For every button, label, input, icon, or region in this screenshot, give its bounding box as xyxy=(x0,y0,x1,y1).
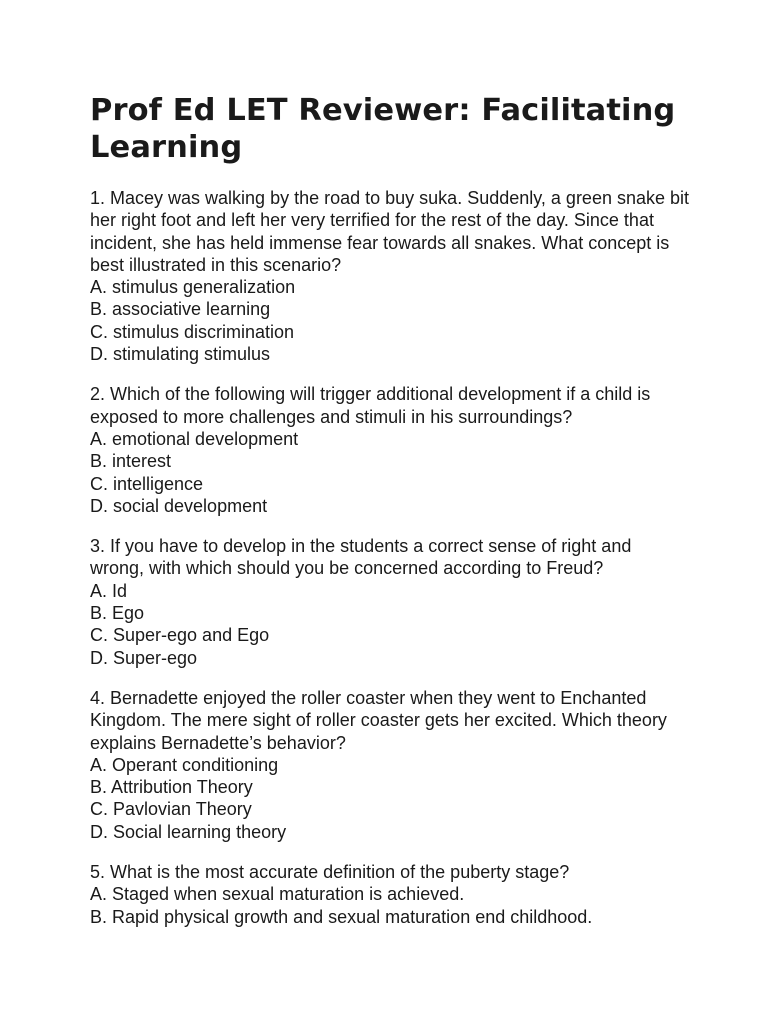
answer-option: B. Rapid physical growth and sexual maturation end childhood. xyxy=(90,906,593,927)
question-3 xyxy=(90,535,690,669)
answer-option: A. Id xyxy=(90,580,128,601)
document-page xyxy=(90,92,690,946)
answer-option: B. Attribution Theory xyxy=(90,777,253,798)
answer-option: D. stimulating stimulus xyxy=(90,344,271,365)
answer-option: B. interest xyxy=(90,451,172,472)
question-4 xyxy=(90,687,690,843)
answer-option: A. Staged when sexual maturation is achieved. xyxy=(90,884,465,905)
question-2 xyxy=(90,383,690,517)
answer-option: D. social development xyxy=(90,495,268,516)
answer-option: C. Super-ego and Ego xyxy=(90,625,270,646)
answer-option: A. emotional development xyxy=(90,428,299,449)
question-5 xyxy=(90,861,690,928)
answer-option: A. stimulus generalization xyxy=(90,277,296,298)
answer-option: C. intelligence xyxy=(90,473,204,494)
question-1 xyxy=(90,187,690,365)
question-text: 5. What is the most accurate definition of the puberty stage? xyxy=(90,862,570,883)
answer-option: C. stimulus discrimination xyxy=(90,321,295,342)
answer-option: D. Social learning theory xyxy=(90,821,287,842)
answer-option: A. Operant conditioning xyxy=(90,754,279,775)
answer-option: B. Ego xyxy=(90,603,145,624)
question-text: 3. If you have to develop in the students a correct sense of right and wrong, with which should you be concerned according to Freud? xyxy=(90,536,632,579)
question-text: 1. Macey was walking by the road to buy suka. Suddenly, a green snake bit her right foot and left her very terrified for the rest of the day. Since that incident, she has held immense fear towards all snakes. What concept is best illustrated in this scenario? xyxy=(90,188,690,275)
answer-option: B. associative learning xyxy=(90,299,271,320)
document-title: Prof Ed LET Reviewer: Facilitating Learning xyxy=(90,93,676,165)
answer-option: D. Super-ego xyxy=(90,647,198,668)
question-text: 4. Bernadette enjoyed the roller coaster when they went to Enchanted Kingdom. The mere sight of roller coaster gets her excited. Which theory explains Bernadette’s behavior? xyxy=(90,687,667,753)
answer-option: C. Pavlovian Theory xyxy=(90,799,252,820)
question-text: 2. Which of the following will trigger additional development if a child is exposed to more challenges and stimuli in his surroundings? xyxy=(90,384,651,427)
